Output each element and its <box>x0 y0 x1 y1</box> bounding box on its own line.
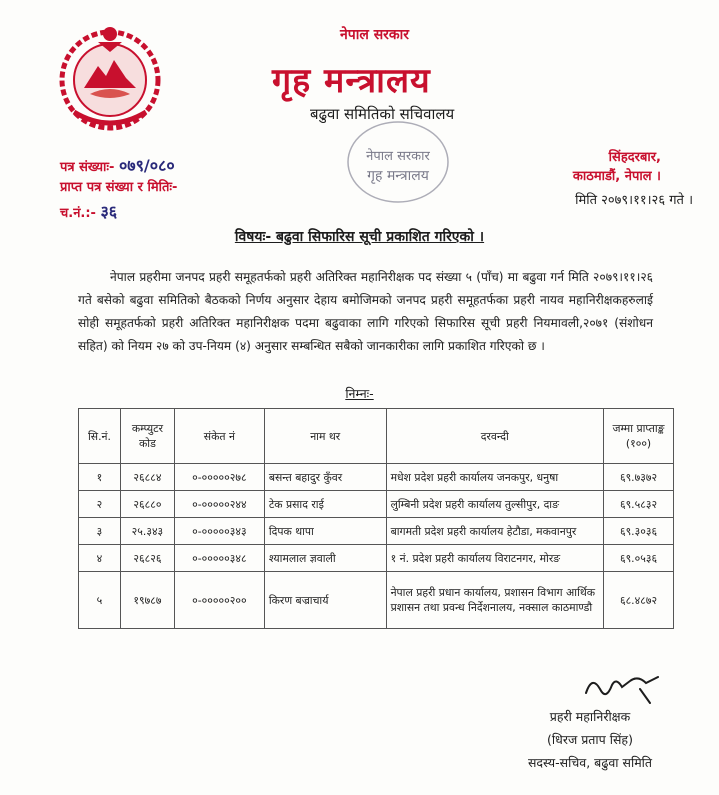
cell-name: किरण बज्राचार्य <box>264 572 386 629</box>
cell-code: १९७८७ <box>120 572 174 629</box>
ministry-title: गृह मन्त्रालय <box>272 61 431 101</box>
secretariat-name: बढुवा समितिको सचिवालय <box>310 105 455 123</box>
table-row <box>79 464 674 491</box>
government-name: नेपाल सरकार <box>340 27 410 43</box>
header-symbol-no: संकेत नं <box>174 409 264 464</box>
cell-position: बागमती प्रदेश प्रहरी कार्यालय हेटौडा, मकवानपुर <box>386 518 603 545</box>
cell-code: २५.३४३ <box>120 518 174 545</box>
header-total-marks-label: जम्मा प्राप्ताङ्क <box>612 422 665 435</box>
office-stamp-icon <box>345 118 451 206</box>
signatory-role: सदस्य-सचिव, बढुवा समिति <box>527 755 653 770</box>
cell-name: बसन्त बहादुर कुँवर <box>264 464 386 491</box>
stamp-line-2: गृह मन्त्रालय <box>367 168 429 184</box>
received-letter-label: प्राप्त पत्र संख्या र मितिः- <box>60 180 178 195</box>
table-row <box>79 572 674 629</box>
letter-number <box>60 154 175 176</box>
nepal-emblem-icon <box>54 22 166 134</box>
cell-symbol: ०-०००००३४३ <box>174 518 264 545</box>
cell-code: २६८२६ <box>120 545 174 572</box>
dispatch-number-label: च.नं.:- <box>60 206 96 221</box>
cell-symbol: ०-०००००२०० <box>174 572 264 629</box>
subject-text: विषयः- बढुवा सिफारिस सूची प्रकाशित गरिएको । <box>234 229 485 245</box>
signatory-title: प्रहरी महानिरीक्षक <box>549 709 631 724</box>
cell-sn: ५ <box>79 572 121 629</box>
cell-marks: ६८.४८७२ <box>604 572 674 629</box>
table-row <box>79 491 674 518</box>
table-header-row <box>79 409 674 464</box>
cell-position: लुम्बिनी प्रदेश प्रहरी कार्यालय तुल्सीपुर, दाङ <box>386 491 603 518</box>
body-paragraph: नेपाल प्रहरीमा जनपद प्रहरी समूहतर्फको प्रहरी अतिरिक्त महानिरीक्षक पद संख्या ५ (पाँच) मा बढुवा गर्न मिति २०७९।११।२६ गते बसेको बढुवा समितिको बैठकको निर्णय अनुसार देहाय बमोजिमको जनपद प्रहरी समूहतर्फका प्रहरी नायव महानिरीक्षकहरुलाई सोही समूहतर्फको प्रहरी अतिरिक्त महानिरीक्षक पदमा बढुवाका लागि गरिएको सिफारिस सूची प्रहरी नियमावली,२०७१ (संशोधन सहित) को नियम २७ को उप-नियम (४) अनुसार सम्बन्धित सबैको जानकारीका लागि प्रकाशित गरिएको छ । <box>78 270 653 353</box>
letter-date: मिति २०७९।११।२६ गते । <box>575 193 693 208</box>
header-position: दरवन्दी <box>386 409 603 464</box>
cell-sn: ४ <box>79 545 121 572</box>
cell-marks: ६९.३०३६ <box>604 518 674 545</box>
handwritten-signature-icon <box>580 667 670 707</box>
header-name: नाम थर <box>264 409 386 464</box>
cell-marks: ६९.०५३६ <box>604 545 674 572</box>
address-line-2: काठमाडौं, नेपाल । <box>572 169 661 184</box>
recommendation-table <box>78 408 674 629</box>
cell-position: नेपाल प्रहरी प्रधान कार्यालय, प्रशासन विभाग आर्थिक प्रशासन तथा प्रवन्ध निर्देशनालय, नक्साल काठमाण्डौ <box>386 572 603 629</box>
table-row <box>79 518 674 545</box>
letter-number-label: पत्र संख्याः- <box>60 160 115 175</box>
cell-symbol: ०-०००००२४४ <box>174 491 264 518</box>
cell-sn: १ <box>79 464 121 491</box>
cell-position: मधेश प्रदेश प्रहरी कार्यालय जनकपुर, धनुषा <box>386 464 603 491</box>
cell-sn: ३ <box>79 518 121 545</box>
cell-name: टेक प्रसाद राई <box>264 491 386 518</box>
cell-code: २६८८४ <box>120 464 174 491</box>
cell-position: १ नं. प्रदेश प्रहरी कार्यालय विराटनगर, मोरङ <box>386 545 603 572</box>
header-total-marks-max: (१००) <box>625 437 652 450</box>
cell-code: २६८८० <box>120 491 174 518</box>
stamp-line-1: नेपाल सरकार <box>366 149 430 164</box>
list-heading: निम्नः- <box>345 386 374 401</box>
subject-line <box>0 227 719 246</box>
table-row <box>79 545 674 572</box>
cell-sn: २ <box>79 491 121 518</box>
cell-marks: ६९.७३७२ <box>604 464 674 491</box>
cell-name: श्यामलाल ज्ञवाली <box>264 545 386 572</box>
header-sn: सि.नं. <box>79 409 121 464</box>
address-line-1: सिंहदरबार, <box>608 150 661 165</box>
header-total-marks <box>604 409 674 464</box>
signatory-name: (धिरज प्रताप सिंह) <box>547 732 633 747</box>
header-computer-code: कम्प्युटर कोड <box>120 409 174 464</box>
dispatch-number-value: ३६ <box>100 202 118 221</box>
cell-symbol: ०-०००००३४८ <box>174 545 264 572</box>
dispatch-number <box>60 200 117 222</box>
cell-marks: ६९.५८३२ <box>604 491 674 518</box>
cell-name: दिपक थापा <box>264 518 386 545</box>
letter-number-value: ०७९/०८० <box>118 156 175 175</box>
cell-symbol: ०-०००००२७८ <box>174 464 264 491</box>
